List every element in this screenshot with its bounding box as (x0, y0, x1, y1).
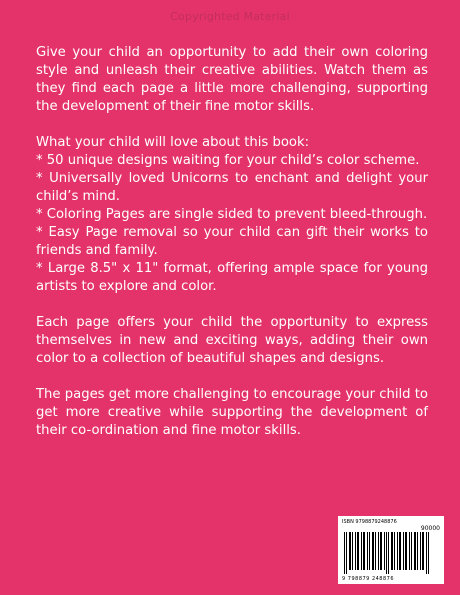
feature-item: * Coloring Pages are single sided to prevent bleed-through. (36, 207, 428, 222)
watermark-text: Copyrighted Material (170, 10, 290, 23)
barcode-digits: 9 798879 248876 (342, 576, 395, 582)
back-cover-description (36, 44, 428, 458)
expression-paragraph: Each page offers your child the opportunity to express themselves in new and exciting ways, adding their own color to a collection of beautiful shapes and designs. (36, 315, 428, 366)
intro-paragraph: Give your child an opportunity to add their own coloring style and unleash their creative abilities. Watch them as they find each page a little more challenging, supporting the development of their fine motor skills. (36, 45, 428, 114)
feature-item: * Large 8.5" x 11" format, offering ample space for young artists to explore and color. (36, 261, 428, 294)
feature-item: * Universally loved Unicorns to enchant and delight your child’s mind. (36, 171, 428, 204)
barcode-bars (342, 528, 440, 576)
challenge-paragraph: The pages get more challenging to encourage your child to get more creative while supporting the development of their co-ordination and fine motor skills. (36, 387, 428, 438)
isbn-barcode (338, 516, 444, 584)
features-heading: What your child will love about this book: (36, 135, 310, 150)
isbn-label: ISBN 9798879248876 (342, 519, 397, 525)
price-code: 90000 (420, 525, 440, 532)
feature-item: * 50 unique designs waiting for your child’s color scheme. (36, 153, 420, 168)
features-list (36, 152, 428, 296)
feature-item: * Easy Page removal so your child can gift their works to friends and family. (36, 225, 428, 258)
